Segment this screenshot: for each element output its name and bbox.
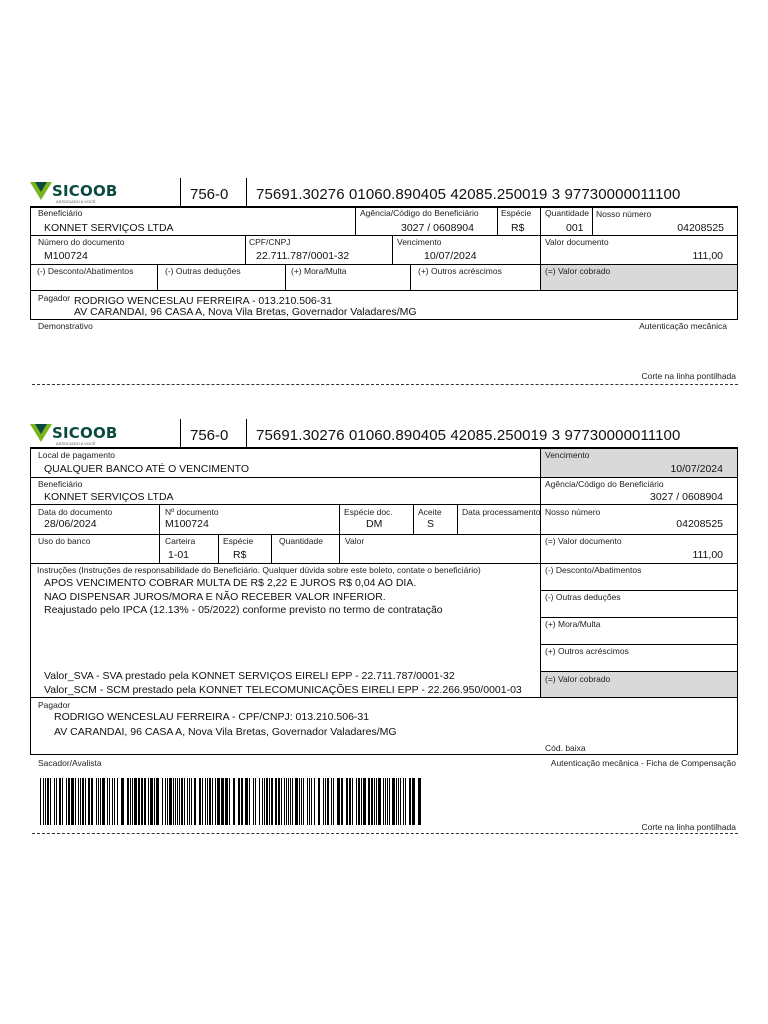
label-outros-acrescimos: (+) Outros acréscimos	[418, 266, 502, 276]
label-autenticacao: Autenticação mecânica	[639, 321, 727, 331]
barcode-bar	[295, 778, 298, 825]
label-valor-documento: (=) Valor documento	[545, 536, 622, 546]
barcode-bar	[358, 778, 360, 825]
barcode-bar	[418, 778, 421, 825]
barcode-bar	[221, 778, 224, 825]
value-pagador-endereco: AV CARANDAI, 96 CASA A, Nova Vila Bretas, Governador Valadares/MG	[54, 726, 397, 738]
label-quantidade: Quantidade	[279, 536, 323, 546]
barcode-bar	[80, 778, 81, 825]
label-outras-deducoes: (-) Outras deduções	[545, 592, 621, 602]
barcode-bar	[292, 778, 293, 825]
barcode-bar	[162, 778, 163, 825]
value-pagador-nome: RODRIGO WENCESLAU FERREIRA - 013.210.506-31	[74, 295, 332, 307]
label-especie: Espécie	[223, 536, 254, 546]
value-data-documento: 28/06/2024	[44, 518, 97, 530]
bank-name: SICOOB	[52, 182, 118, 200]
barcode-bar	[286, 778, 287, 825]
label-desconto: (-) Desconto/Abatimentos	[37, 266, 134, 276]
label-valor-cobrado: (=) Valor cobrado	[545, 266, 611, 276]
barcode-bar	[288, 778, 289, 825]
barcode-bar	[363, 778, 366, 825]
barcode-bar	[187, 778, 188, 825]
barcode-bar	[184, 778, 185, 825]
barcode-bar	[284, 778, 285, 825]
bank-code: 756-0	[190, 427, 229, 444]
barcode-bar	[299, 778, 300, 825]
barcode-bar	[309, 778, 310, 825]
label-autenticacao: Autenticação mecânica - Ficha de Compensação	[550, 758, 736, 768]
value-agencia: 3027 / 0608904	[401, 222, 474, 234]
barcode-bar	[50, 778, 51, 825]
sicoob-logo	[30, 182, 118, 200]
value-local-pagamento: QUALQUER BANCO ATÉ O VENCIMENTO	[44, 463, 249, 475]
label-numero-documento: Nº documento	[165, 507, 219, 517]
barcode-bar	[205, 778, 206, 825]
cut-line	[32, 384, 738, 385]
instrucao-1: APOS VENCIMENTO COBRAR MULTA DE R$ 2,22 E JUROS R$ 0,04 AO DIA.	[44, 577, 417, 589]
value-valor-documento: 111,00	[692, 250, 723, 262]
barcode-bar	[45, 778, 46, 825]
value-especie-doc: DM	[366, 518, 383, 530]
label-carteira: Carteira	[165, 536, 196, 546]
barcode-bar	[307, 778, 308, 825]
label-local-pagamento: Local de pagamento	[38, 450, 116, 460]
value-pagador-nome: RODRIGO WENCESLAU FERREIRA - CPF/CNPJ: 013.210.506-31	[54, 711, 370, 723]
label-especie: Espécie	[501, 208, 532, 218]
barcode-bar	[165, 778, 166, 825]
barcode-bar	[378, 778, 381, 825]
barcode-bar	[264, 778, 265, 825]
barcode-bar	[109, 778, 110, 825]
value-numero-documento: M100724	[165, 518, 209, 530]
digitable-line: 75691.30276 01060.890405 42085.250019 3 97730000011100	[256, 427, 681, 444]
value-aceite: S	[427, 518, 435, 530]
barcode-bar	[112, 778, 113, 825]
barcode-bar	[241, 778, 243, 825]
barcode-bar	[191, 778, 192, 825]
barcode-bar	[275, 778, 277, 825]
barcode-bar	[331, 778, 332, 825]
value-nosso-numero: 04208525	[676, 518, 723, 530]
barcode-bar	[233, 778, 235, 825]
barcode-bar	[374, 778, 375, 825]
barcode-bar	[385, 778, 386, 825]
barcode-bar	[96, 778, 97, 825]
label-beneficiario: Beneficiário	[38, 208, 83, 218]
barcode-bar	[255, 778, 256, 825]
barcode-bar	[75, 778, 76, 825]
barcode-bar	[290, 778, 291, 825]
barcode-bar	[56, 778, 57, 825]
barcode-bar	[389, 778, 390, 825]
barcode-bar	[337, 778, 340, 825]
barcode-bar	[303, 778, 304, 825]
bank-name: SICOOB	[52, 424, 118, 442]
barcode-bar	[311, 778, 312, 825]
value-especie: R$	[511, 222, 525, 234]
barcode-bar	[371, 778, 373, 825]
value-valor-documento: 111,00	[692, 549, 723, 561]
value-especie: R$	[233, 549, 247, 561]
barcode-bar	[400, 778, 401, 825]
sicoob-logo-icon	[30, 182, 52, 200]
label-mora: (+) Mora/Multa	[291, 266, 347, 276]
servico-2: Valor_SCM - SCM prestado pela KONNET TELECOMUNICAÇÕES EIRELI EPP - 22.266.950/0001-03	[44, 684, 522, 696]
barcode-bar	[202, 778, 203, 825]
barcode-bar	[40, 778, 41, 825]
value-nosso-numero: 04208525	[677, 222, 724, 234]
label-especie-doc: Espécie doc.	[344, 507, 393, 517]
barcode-bar	[54, 778, 55, 825]
value-beneficiario: KONNET SERVIÇOS LTDA	[44, 491, 174, 503]
barcode-bar	[327, 778, 329, 825]
barcode-bar	[405, 778, 406, 825]
value-cpf-cnpj: 22.711.787/0001-32	[256, 250, 350, 262]
label-numero-documento: Número do documento	[38, 237, 125, 247]
barcode-bar	[102, 778, 105, 825]
barcode-bar	[409, 778, 411, 825]
label-data-documento: Data do documento	[38, 507, 113, 517]
barcode-bar	[181, 778, 183, 825]
barcode-bar	[78, 778, 79, 825]
barcode-bar	[346, 778, 348, 825]
sicoob-logo-icon	[30, 424, 52, 442]
barcode-bar	[82, 778, 84, 825]
label-pagador: Pagador	[38, 293, 71, 303]
barcode-bar	[403, 778, 404, 825]
barcode-bar	[323, 778, 324, 825]
label-nosso-numero: Nosso número	[545, 507, 601, 517]
label-quantidade: Quantidade	[545, 208, 589, 218]
barcode-bar	[229, 778, 230, 825]
bank-code: 756-0	[190, 186, 229, 203]
barcode-bar	[117, 778, 118, 825]
cut-line	[32, 833, 738, 834]
label-uso-banco: Uso do banco	[38, 536, 91, 546]
barcode-bar	[333, 778, 334, 825]
label-corte: Corte na linha pontilhada	[641, 371, 736, 381]
barcode-bar	[341, 778, 343, 825]
label-beneficiario: Beneficiário	[38, 479, 83, 489]
barcode-bar	[396, 778, 397, 825]
barcode-bar	[141, 778, 143, 825]
label-pagador: Pagador	[38, 700, 71, 710]
barcode-bar	[259, 778, 260, 825]
barcode-bar	[212, 778, 213, 825]
label-agencia: Agência/Código do Beneficiário	[545, 479, 664, 489]
label-instrucoes: Instruções (Instruções de responsabilidade do Beneficiário. Qualquer dúvida sobre este boleto, contate o beneficiário)	[37, 565, 481, 575]
barcode-bar	[301, 778, 302, 825]
servico-1: Valor_SVA - SVA prestado pela KONNET SERVIÇOS EIRELI EPP - 22.711.787/0001-32	[44, 670, 455, 682]
label-aceite: Aceite	[418, 507, 442, 517]
value-numero-documento: M100724	[44, 250, 88, 262]
value-vencimento: 10/07/2024	[424, 250, 477, 262]
bank-tagline: ASSOCIADO A VOCÊ	[56, 199, 96, 204]
label-valor-documento: Valor documento	[545, 237, 609, 247]
barcode-bar	[387, 778, 388, 825]
label-vencimento: Vencimento	[397, 237, 442, 247]
value-carteira: 1-01	[168, 549, 190, 561]
barcode-bar	[207, 778, 208, 825]
barcode-bar	[169, 778, 172, 825]
label-outras-deducoes: (-) Outras deduções	[165, 266, 241, 276]
barcode-bar	[179, 778, 180, 825]
label-vencimento: Vencimento	[545, 450, 590, 460]
barcode-bar	[62, 778, 63, 825]
barcode-bar	[412, 778, 415, 825]
barcode-bar	[88, 778, 90, 825]
label-data-processamento: Data processamento	[462, 507, 541, 517]
barcode-bar	[262, 778, 263, 825]
barcode-bar	[132, 778, 133, 825]
barcode-bar	[127, 778, 129, 825]
label-valor: Valor	[345, 536, 365, 546]
barcode-bar	[253, 778, 254, 825]
barcode-bar	[238, 778, 240, 825]
barcode-bar	[66, 778, 67, 825]
barcode-bar	[144, 778, 146, 825]
barcode-bar	[271, 778, 273, 825]
label-outros-acrescimos: (+) Outros acréscimos	[545, 646, 629, 656]
barcode-bar	[68, 778, 70, 825]
barcode-bar	[209, 778, 211, 825]
barcode-bar	[199, 778, 201, 825]
label-mora: (+) Mora/Multa	[545, 619, 601, 629]
barcode-bar	[392, 778, 395, 825]
bank-tagline: ASSOCIADO A VOCÊ	[56, 441, 96, 446]
sicoob-logo	[30, 424, 118, 442]
barcode-bar	[318, 778, 320, 825]
barcode-bar	[100, 778, 101, 825]
label-cpf-cnpj: CPF/CNPJ	[249, 237, 291, 247]
barcode-bar	[194, 778, 196, 825]
barcode-bar	[167, 778, 168, 825]
value-beneficiario: KONNET SERVIÇOS LTDA	[44, 222, 174, 234]
barcode-bar	[59, 778, 61, 825]
barcode-bar	[245, 778, 248, 825]
barcode-bar	[278, 778, 280, 825]
digitable-line: 75691.30276 01060.890405 42085.250019 3 97730000011100	[256, 186, 681, 203]
barcode-bar	[134, 778, 137, 825]
value-vencimento: 10/07/2024	[670, 463, 723, 475]
label-nosso-numero: Nosso número	[596, 209, 652, 219]
barcode-bar	[156, 778, 159, 825]
barcode-bar	[107, 778, 108, 825]
barcode-bar	[269, 778, 270, 825]
label-demonstrativo: Demonstrativo	[38, 321, 93, 331]
barcode-bar	[266, 778, 268, 825]
barcode-bar	[71, 778, 74, 825]
value-quantidade: 001	[566, 222, 584, 234]
barcode-bar	[249, 778, 250, 825]
barcode-bar	[325, 778, 326, 825]
barcode-bar	[85, 778, 86, 825]
value-agencia: 3027 / 0608904	[650, 491, 723, 503]
barcode-bar	[356, 778, 357, 825]
barcode-bar	[175, 778, 176, 825]
barcode-bar	[154, 778, 155, 825]
barcode-bar	[130, 778, 131, 825]
barcode-bar	[281, 778, 282, 825]
barcode-bar	[368, 778, 370, 825]
barcode-bar	[121, 778, 124, 825]
instrucao-2: NAO DISPENSAR JUROS/MORA E NÃO RECEBER VALOR INFERIOR.	[44, 591, 386, 603]
barcode-bar	[217, 778, 220, 825]
barcode-bar	[47, 778, 49, 825]
barcode-bar	[173, 778, 174, 825]
barcode-bar	[215, 778, 216, 825]
label-sacador: Sacador/Avalista	[38, 758, 102, 768]
label-corte: Corte na linha pontilhada	[641, 822, 736, 832]
barcode-bar	[314, 778, 315, 825]
label-valor-cobrado: (=) Valor cobrado	[545, 674, 611, 684]
label-cod-baixa: Cód. baixa	[545, 743, 586, 753]
barcode-bar	[43, 778, 44, 825]
barcode-bar	[383, 778, 384, 825]
barcode-bar	[148, 778, 149, 825]
barcode-bar	[150, 778, 153, 825]
label-desconto: (-) Desconto/Abatimentos	[545, 565, 642, 575]
barcode-bar	[91, 778, 93, 825]
barcode-bar	[398, 778, 399, 825]
instrucao-3: Reajustado pelo IPCA (12.13% - 05/2022) conforme previsto no termo de contratação	[44, 604, 443, 616]
barcode-bar	[361, 778, 362, 825]
barcode-bar	[114, 778, 115, 825]
barcode-bar	[177, 778, 178, 825]
barcode	[40, 778, 422, 825]
value-pagador-endereco: AV CARANDAI, 96 CASA A, Nova Vila Bretas, Governador Valadares/MG	[74, 306, 417, 318]
barcode-bar	[349, 778, 351, 825]
barcode-bar	[352, 778, 353, 825]
barcode-bar	[376, 778, 377, 825]
barcode-bar	[138, 778, 140, 825]
label-agencia: Agência/Código do Beneficiário	[360, 208, 479, 218]
barcode-bar	[98, 778, 99, 825]
barcode-bar	[189, 778, 190, 825]
barcode-bar	[225, 778, 228, 825]
